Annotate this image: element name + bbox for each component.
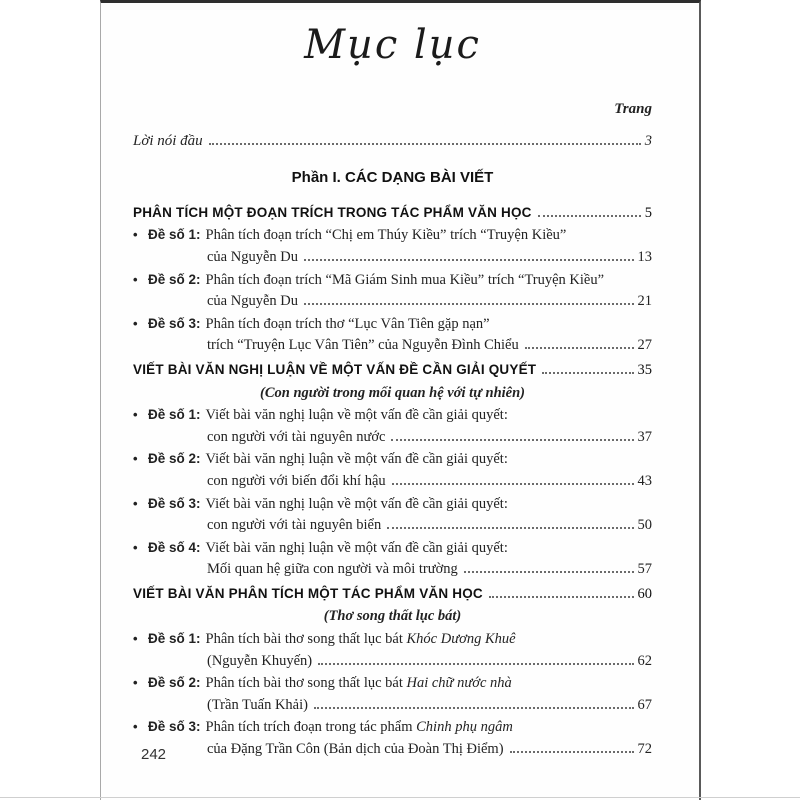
- section-heading-text: PHÂN TÍCH MỘT ĐOẠN TRÍCH TRONG TÁC PHẨM VĂN HỌC: [133, 204, 532, 220]
- entry-line1: [133, 493, 652, 516]
- entry-text-continued: con người với tài nguyên nước: [207, 428, 386, 445]
- section-heading-row: [133, 583, 652, 606]
- dot-leader: [510, 751, 634, 753]
- bullet-icon: •: [133, 719, 138, 735]
- entry-text-continued: con người với tài nguyên biển: [207, 517, 382, 534]
- toc-entry: [133, 269, 652, 313]
- entry-line2: [133, 291, 652, 313]
- entry-label: Đề số 3:: [148, 315, 201, 331]
- entry-page-number: 67: [637, 696, 652, 713]
- page-title: Mục lục: [304, 22, 481, 68]
- footer-page-number: 242: [141, 746, 167, 763]
- section-heading-text: VIẾT BÀI VĂN NGHỊ LUẬN VỀ MỘT VẤN ĐỀ CẦN GIẢI QUYẾT: [133, 361, 537, 377]
- dot-leader: [464, 571, 634, 573]
- dot-leader: [489, 596, 634, 598]
- entry-page-number: 57: [637, 561, 652, 578]
- entry-text: Phân tích bài thơ song thất lục bát Hai chữ nước nhà: [205, 675, 512, 692]
- bullet-icon: •: [133, 495, 138, 511]
- entry-text: Viết bài văn nghị luận về một vấn đề cần giải quyết:: [205, 495, 508, 512]
- entry-page-number: 43: [637, 472, 652, 489]
- entry-line2: [133, 247, 652, 269]
- section-heading-text: VIẾT BÀI VĂN PHÂN TÍCH MỘT TÁC PHẨM VĂN HỌC: [133, 585, 483, 601]
- entry-line2: [133, 651, 652, 673]
- entry-label: Đề số 2:: [148, 451, 201, 467]
- toc-entry: [133, 628, 652, 672]
- entry-page-number: 21: [637, 293, 652, 310]
- preface-label: Lời nói đầu: [133, 132, 203, 149]
- dot-leader: [392, 483, 634, 485]
- entry-line1: [133, 628, 652, 651]
- toc-entry: [133, 672, 652, 716]
- section-heading-row: [133, 202, 652, 225]
- section-heading-row: [133, 359, 652, 382]
- entry-text-continued: của Đặng Trần Côn (Bản dịch của Đoàn Thị Điểm): [207, 741, 504, 758]
- toc-section: [133, 202, 652, 357]
- dot-leader: [391, 439, 633, 441]
- entry-line2: [133, 471, 652, 493]
- entry-text: Phân tích đoạn trích thơ “Lục Vân Tiên gặp nạn”: [205, 315, 490, 332]
- toc-entry: [133, 313, 652, 357]
- section-subtitle: (Con người trong mối quan hệ với tự nhiên): [260, 384, 525, 401]
- dot-leader: [525, 347, 634, 349]
- entry-label: Đề số 3:: [148, 719, 201, 735]
- entry-page-number: 50: [637, 517, 652, 534]
- entry-line2: [133, 739, 652, 761]
- entry-text-continued: Mối quan hệ giữa con người và môi trường: [207, 561, 458, 578]
- entry-line1: [133, 224, 652, 247]
- entry-text-continued: con người với biến đổi khí hậu: [207, 472, 386, 489]
- entry-work-title: Hai chữ nước nhà: [406, 675, 512, 692]
- bullet-icon: •: [133, 407, 138, 423]
- entry-line1: [133, 672, 652, 695]
- toc-section: [133, 583, 652, 761]
- entry-label: Đề số 3:: [148, 495, 201, 511]
- section-page-number: 5: [644, 204, 652, 221]
- dot-leader: [538, 215, 641, 217]
- entry-line2: [133, 515, 652, 537]
- entry-text: Viết bài văn nghị luận về một vấn đề cần giải quyết:: [205, 407, 508, 424]
- toc-section: [133, 359, 652, 581]
- entry-text-continued: trích “Truyện Lục Vân Tiên” của Nguyễn Đình Chiểu: [207, 337, 519, 354]
- entry-line1: [133, 716, 652, 739]
- toc-entry: [133, 716, 652, 760]
- entry-page-number: 27: [637, 337, 652, 354]
- dot-leader: [387, 527, 633, 529]
- toc-entry: [133, 537, 652, 581]
- entry-text-continued: của Nguyễn Du: [207, 248, 299, 265]
- entry-line1: [133, 448, 652, 471]
- entry-page-number: 37: [637, 428, 652, 445]
- entry-line1: [133, 404, 652, 427]
- entry-text: Phân tích bài thơ song thất lục bát Khóc Dương Khuê: [205, 631, 516, 648]
- page-edge-line: [0, 797, 800, 798]
- entry-text: Phân tích đoạn trích “Mã Giám Sinh mua Kiều” trích “Truyện Kiều”: [205, 271, 605, 288]
- entry-line2: [133, 695, 652, 717]
- toc-entry: [133, 493, 652, 537]
- bullet-icon: •: [133, 631, 138, 647]
- entry-label: Đề số 2:: [148, 675, 201, 691]
- toc-sections: [133, 202, 652, 761]
- entry-text: Viết bài văn nghị luận về một vấn đề cần giải quyết:: [205, 539, 508, 556]
- toc-entry: [133, 224, 652, 268]
- dot-leader: [209, 143, 641, 145]
- bullet-icon: •: [133, 451, 138, 467]
- book-page: [100, 0, 701, 800]
- dot-leader: [304, 303, 633, 305]
- section-page-number: 60: [637, 585, 652, 602]
- entry-line2: [133, 335, 652, 357]
- entry-text-continued: (Trần Tuấn Khải): [207, 696, 308, 713]
- entry-text: Phân tích trích đoạn trong tác phẩm Chinh phụ ngâm: [205, 719, 513, 736]
- dot-leader: [318, 663, 633, 665]
- section-page-number: 35: [637, 361, 652, 378]
- entry-label: Đề số 1:: [148, 631, 201, 647]
- entry-label: Đề số 2:: [148, 271, 201, 287]
- entry-line1: [133, 537, 652, 560]
- entry-page-number: 72: [637, 741, 652, 758]
- entry-text-continued: (Nguyễn Khuyến): [207, 652, 313, 669]
- entry-work-title: Khóc Dương Khuê: [406, 631, 516, 648]
- entry-text-continued: của Nguyễn Du: [207, 293, 299, 310]
- column-header-trang: Trang: [614, 101, 652, 117]
- toc-entry: [133, 404, 652, 448]
- section-subtitle: (Thơ song thất lục bát): [323, 608, 462, 625]
- entry-line1: [133, 269, 652, 292]
- entry-line2: [133, 427, 652, 449]
- entry-text: Viết bài văn nghị luận về một vấn đề cần giải quyết:: [205, 451, 508, 468]
- dot-leader: [314, 707, 634, 709]
- preface-page-number: 3: [644, 132, 652, 149]
- bullet-icon: •: [133, 271, 138, 287]
- entry-page-number: 62: [637, 652, 652, 669]
- bullet-icon: •: [133, 315, 138, 331]
- entry-work-title: Chinh phụ ngâm: [416, 719, 513, 736]
- entry-label: Đề số 1:: [148, 227, 201, 243]
- bullet-icon: •: [133, 675, 138, 691]
- bullet-icon: •: [133, 539, 138, 555]
- entry-text: Phân tích đoạn trích “Chị em Thúy Kiều” trích “Truyện Kiều”: [205, 227, 567, 244]
- dot-leader: [542, 372, 633, 374]
- preface-row: [133, 131, 652, 153]
- entry-line1: [133, 313, 652, 336]
- entry-label: Đề số 4:: [148, 539, 201, 555]
- dot-leader: [304, 259, 633, 261]
- bullet-icon: •: [133, 227, 138, 243]
- entry-label: Đề số 1:: [148, 407, 201, 423]
- entry-page-number: 13: [637, 248, 652, 265]
- part-heading: Phần I. CÁC DẠNG BÀI VIẾT: [291, 169, 494, 187]
- toc-entry: [133, 448, 652, 492]
- entry-line2: [133, 559, 652, 581]
